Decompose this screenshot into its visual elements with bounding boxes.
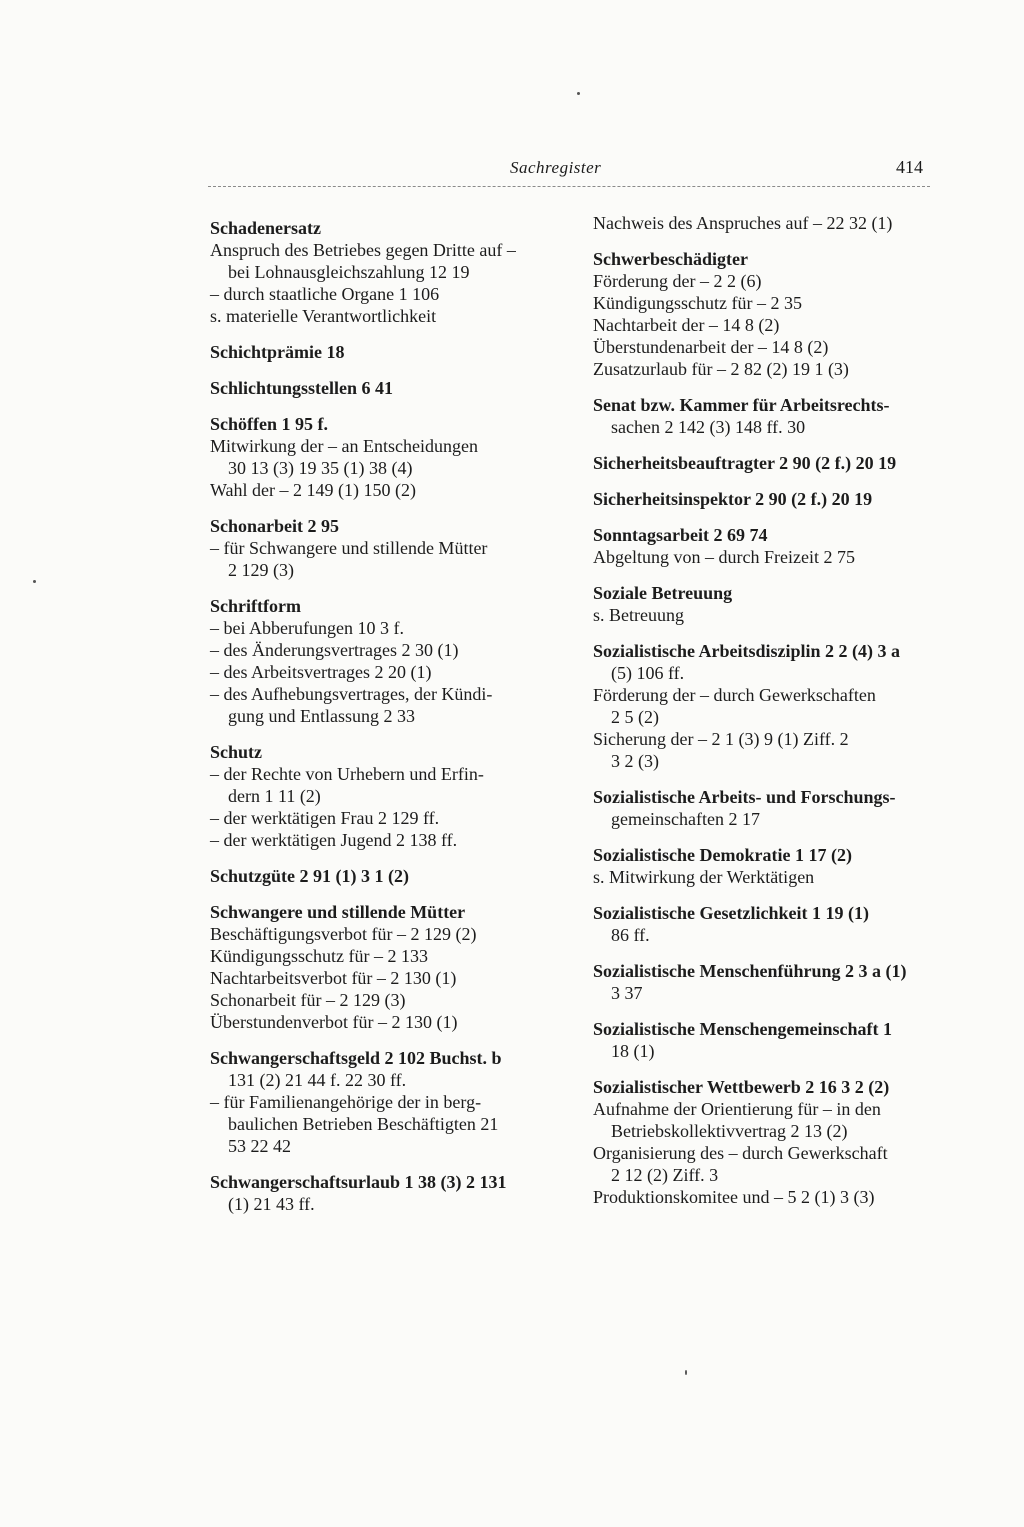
index-subentry: – für Schwangere und stillende Mütter bbox=[210, 538, 488, 558]
index-subentry: – des Aufhebungsvertrages, der Kündi- bbox=[210, 684, 493, 704]
index-subentry: Anspruch des Betriebes gegen Dritte auf – bbox=[210, 240, 516, 260]
page-number: 414 bbox=[896, 157, 923, 177]
index-subentry: Nachtarbeit der – 14 8 (2) bbox=[593, 315, 780, 335]
index-entry bbox=[593, 394, 933, 438]
index-subentry: – des Arbeitsvertrages 2 20 (1) bbox=[210, 662, 432, 682]
index-subentry: – der werktätigen Jugend 2 138 ff. bbox=[210, 830, 458, 850]
index-heading: Sicherheitsinspektor 2 90 (2 f.) 20 19 bbox=[593, 489, 873, 509]
index-entry bbox=[210, 865, 542, 887]
index-entry bbox=[593, 786, 933, 830]
index-entry bbox=[210, 595, 542, 727]
index-heading: Schutz bbox=[210, 742, 263, 762]
index-heading: Schwangerschaftsurlaub 1 38 (3) 2 131 bbox=[210, 1172, 507, 1192]
index-subentry: Überstundenverbot für – 2 130 (1) bbox=[210, 1012, 458, 1032]
index-subentry: – für Familienangehörige der in berg- bbox=[210, 1092, 482, 1112]
index-heading: Sozialistische Menschengemeinschaft 1 bbox=[593, 1019, 892, 1039]
index-subentry: s. Mitwirkung der Werktätigen bbox=[593, 867, 815, 887]
index-heading: Schonarbeit 2 95 bbox=[210, 516, 340, 536]
index-subentry: Überstundenarbeit der – 14 8 (2) bbox=[593, 337, 829, 357]
index-entry bbox=[593, 488, 933, 510]
index-entry bbox=[593, 960, 933, 1004]
index-subentry: – durch staatliche Organe 1 106 bbox=[210, 284, 440, 304]
index-heading: Sozialistische Menschenführung 2 3 a (1) bbox=[593, 961, 907, 981]
index-subentry: – der Rechte von Urhebern und Erfin- bbox=[210, 764, 484, 784]
index-heading: Schlichtungsstellen 6 41 bbox=[210, 378, 394, 398]
index-subentry: Kündigungsschutz für – 2 35 bbox=[593, 293, 802, 313]
index-subentry: Aufnahme der Orientierung für – in den bbox=[593, 1099, 881, 1119]
index-column-left bbox=[210, 217, 542, 1229]
index-heading: Schöffen 1 95 f. bbox=[210, 414, 328, 434]
index-subentry: 86 ff. bbox=[611, 925, 650, 945]
index-subentry: – bei Abberufungen 10 3 f. bbox=[210, 618, 404, 638]
index-heading: Sonntagsarbeit 2 69 74 bbox=[593, 525, 768, 545]
index-subentry: dern 1 11 (2) bbox=[228, 786, 321, 806]
index-subentry: sachen 2 142 (3) 148 ff. 30 bbox=[611, 417, 806, 437]
scan-speck bbox=[685, 1370, 687, 1375]
index-subentry: – des Änderungsvertrages 2 30 (1) bbox=[210, 640, 459, 660]
index-subentry: (1) 21 43 ff. bbox=[228, 1194, 315, 1214]
scan-speck bbox=[33, 580, 36, 583]
index-heading: Sozialistische Gesetzlichkeit 1 19 (1) bbox=[593, 903, 869, 923]
index-heading: Schwangere und stillende Mütter bbox=[210, 902, 466, 922]
index-heading: Sozialistischer Wettbewerb 2 16 3 2 (2) bbox=[593, 1077, 890, 1097]
index-heading: Schichtprämie 18 bbox=[210, 342, 345, 362]
index-heading: Sozialistische Arbeits- und Forschungs- bbox=[593, 787, 896, 807]
index-heading: Schadenersatz bbox=[210, 218, 321, 238]
index-entry bbox=[593, 844, 933, 888]
index-subentry: (5) 106 ff. bbox=[611, 663, 685, 683]
index-subentry: 18 (1) bbox=[611, 1041, 655, 1061]
index-heading: Schutzgüte 2 91 (1) 3 1 (2) bbox=[210, 866, 409, 886]
page-header bbox=[0, 0, 1024, 200]
running-title: Sachregister bbox=[510, 158, 602, 177]
index-subentry: Beschäftigungsverbot für – 2 129 (2) bbox=[210, 924, 477, 944]
index-entry bbox=[210, 341, 542, 363]
index-heading: Senat bzw. Kammer für Arbeitsrechts- bbox=[593, 395, 890, 415]
index-subentry: Sicherung der – 2 1 (3) 9 (1) Ziff. 2 bbox=[593, 729, 849, 749]
index-subentry: bei Lohnausgleichszahlung 12 19 bbox=[228, 262, 470, 282]
index-subentry: Kündigungsschutz für – 2 133 bbox=[210, 946, 428, 966]
index-heading: Soziale Betreuung bbox=[593, 583, 733, 603]
index-subentry: Abgeltung von – durch Freizeit 2 75 bbox=[593, 547, 855, 567]
index-subentry: Wahl der – 2 149 (1) 150 (2) bbox=[210, 480, 416, 500]
index-subentry: gemeinschaften 2 17 bbox=[611, 809, 760, 829]
index-subentry: 2 5 (2) bbox=[611, 707, 659, 727]
index-subentry: baulichen Betrieben Beschäftigten 21 bbox=[228, 1114, 499, 1134]
index-entry bbox=[593, 902, 933, 946]
index-entry bbox=[593, 1018, 933, 1062]
index-subentry: 3 37 bbox=[611, 983, 643, 1003]
index-subentry: Mitwirkung der – an Entscheidungen bbox=[210, 436, 478, 456]
header-rule bbox=[208, 186, 930, 187]
index-heading: Schriftform bbox=[210, 596, 301, 616]
index-subentry: Förderung der – 2 2 (6) bbox=[593, 271, 762, 291]
index-subentry: Nachtarbeitsverbot für – 2 130 (1) bbox=[210, 968, 457, 988]
index-subentry: 2 129 (3) bbox=[228, 560, 294, 580]
index-entry bbox=[210, 1171, 542, 1215]
index-heading: Sozialistische Arbeitsdisziplin 2 2 (4) 3 a bbox=[593, 641, 901, 661]
index-column-right bbox=[593, 212, 933, 1222]
index-subentry: Produktionskomitee und – 5 2 (1) 3 (3) bbox=[593, 1187, 875, 1207]
index-entry bbox=[210, 377, 542, 399]
index-entry bbox=[210, 515, 542, 581]
index-entry bbox=[593, 640, 933, 772]
index-subentry: Organisierung des – durch Gewerkschaft bbox=[593, 1143, 888, 1163]
index-subentry: gung und Entlassung 2 33 bbox=[228, 706, 415, 726]
index-heading: Sicherheitsbeauftragter 2 90 (2 f.) 20 19 bbox=[593, 453, 897, 473]
index-entry bbox=[210, 1047, 542, 1157]
index-heading: Schwerbeschädigter bbox=[593, 249, 748, 269]
index-subentry: s. Betreuung bbox=[593, 605, 684, 625]
index-subentry: 3 2 (3) bbox=[611, 751, 659, 771]
index-heading: Sozialistische Demokratie 1 17 (2) bbox=[593, 845, 852, 865]
index-subentry: 30 13 (3) 19 35 (1) 38 (4) bbox=[228, 458, 413, 478]
index-subentry: Schonarbeit für – 2 129 (3) bbox=[210, 990, 406, 1010]
scan-speck bbox=[577, 92, 580, 95]
index-entry bbox=[593, 582, 933, 626]
index-subentry: Förderung der – durch Gewerkschaften bbox=[593, 685, 876, 705]
index-entry bbox=[593, 524, 933, 568]
index-subentry: Nachweis des Anspruches auf – 22 32 (1) bbox=[593, 213, 893, 233]
index-entry bbox=[593, 248, 933, 380]
index-heading: Schwangerschaftsgeld 2 102 Buchst. b bbox=[210, 1048, 502, 1068]
index-subentry: s. materielle Verantwortlichkeit bbox=[210, 306, 437, 326]
index-subentry: 2 12 (2) Ziff. 3 bbox=[611, 1165, 719, 1185]
index-entry bbox=[593, 1076, 933, 1208]
index-entry bbox=[210, 901, 542, 1033]
index-entry bbox=[210, 413, 542, 501]
index-entry bbox=[210, 217, 542, 327]
index-entry bbox=[210, 741, 542, 851]
index-subentry: Zusatzurlaub für – 2 82 (2) 19 1 (3) bbox=[593, 359, 849, 379]
index-entry bbox=[593, 212, 933, 234]
index-subentry: 131 (2) 21 44 f. 22 30 ff. bbox=[228, 1070, 407, 1090]
index-subentry: 53 22 42 bbox=[228, 1136, 291, 1156]
index-subentry: Betriebskollektivvertrag 2 13 (2) bbox=[611, 1121, 848, 1141]
index-subentry: – der werktätigen Frau 2 129 ff. bbox=[210, 808, 440, 828]
index-entry bbox=[593, 452, 933, 474]
